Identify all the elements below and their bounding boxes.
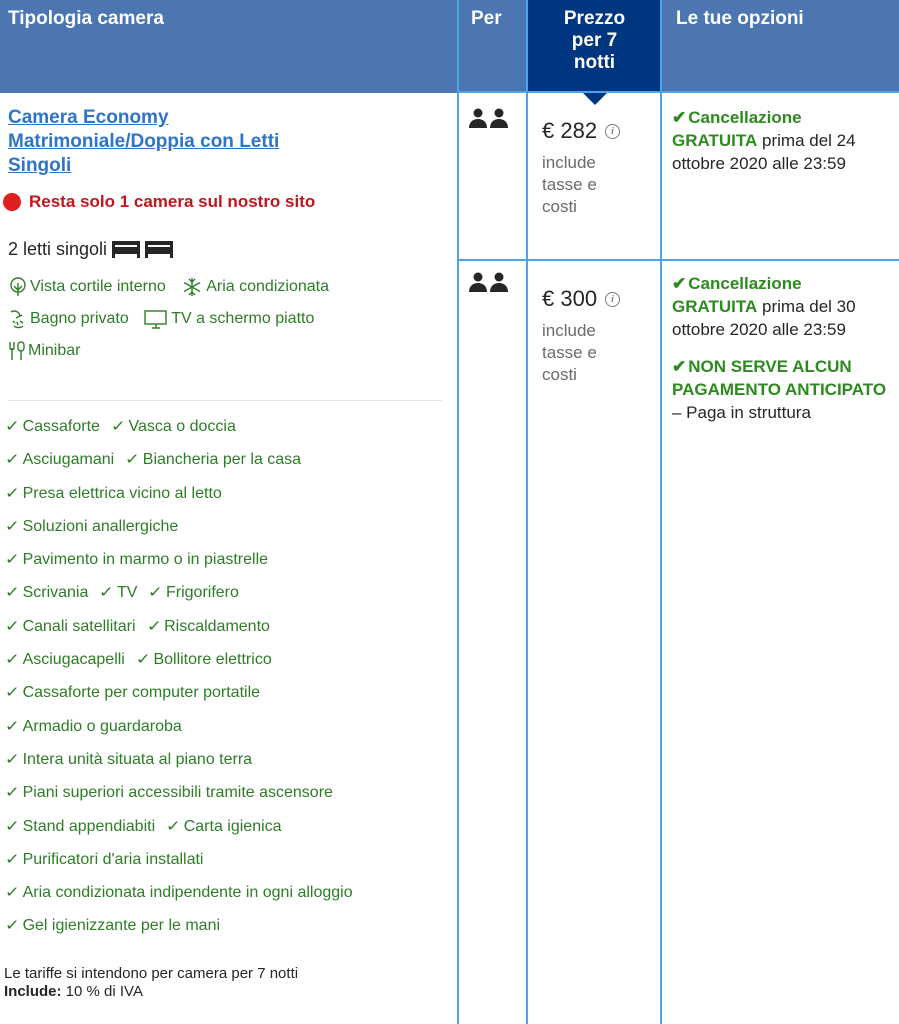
amenity-row [6, 876, 456, 909]
facility-label: Vista cortile interno [30, 278, 166, 295]
amenity-item: ✓ Stand appendiabiti [6, 818, 155, 835]
shower-icon [8, 309, 28, 329]
info-icon[interactable]: i [605, 292, 620, 307]
amenity-row [6, 643, 456, 676]
facility-item [143, 306, 314, 332]
facility-label: TV a schermo piatto [171, 310, 315, 327]
amenity-row [6, 743, 456, 776]
header-options: Le tue opzioni [676, 8, 804, 29]
red-dot-icon [3, 193, 21, 211]
cancellation-title: Cancellazione [688, 108, 802, 127]
tree-icon [8, 277, 28, 297]
rate-price-2 [542, 286, 660, 386]
facility-item [8, 306, 129, 332]
amenity-item: ✓ Carta igienica [167, 818, 281, 835]
row-divider [457, 91, 899, 93]
room-name-line: Singoli [8, 155, 72, 176]
header-per: Per [471, 8, 502, 29]
amenity-item: ✓ Scrivania [6, 584, 88, 601]
price-note [542, 320, 660, 386]
scarcity-notice [8, 192, 448, 212]
amenity-row [6, 776, 456, 809]
snowflake-icon [180, 277, 204, 297]
cancellation-policy [672, 272, 898, 341]
occupancy-2-adults [468, 272, 512, 292]
rate-options-2 [672, 272, 898, 424]
amenity-row [6, 543, 456, 576]
amenity-row [6, 477, 456, 510]
row-divider [459, 259, 899, 261]
column-divider [526, 0, 528, 1024]
header-price-line: per 7 [571, 30, 618, 51]
cancellation-title: Cancellazione [688, 274, 802, 293]
price-line [542, 286, 660, 312]
tariff-include-value: 10 % di IVA [61, 983, 143, 1000]
prepayment-note: – Paga in struttura [672, 403, 811, 422]
amenity-item: ✓ Intera unità situata al piano terra [6, 751, 252, 768]
price-note [542, 152, 660, 218]
amenity-item: ✓ Soluzioni anallergiche [6, 518, 178, 535]
amenity-row [6, 443, 456, 476]
facility-label: Minibar [28, 342, 81, 359]
facility-label: Aria condizionata [206, 278, 329, 295]
amenity-item: ✓ Canali satellitari [6, 618, 136, 635]
occupancy-2-adults [468, 108, 512, 128]
tariff-note [4, 965, 298, 1001]
tariff-line [4, 983, 298, 1001]
amenity-item: ✓ Asciugamani [6, 451, 114, 468]
cancellation-deadline: prima del 24 ottobre 2020 alle 23:59 [672, 131, 856, 173]
amenity-row [6, 843, 456, 876]
facility-label: Bagno privato [30, 310, 129, 327]
amenity-item: ✓ Cassaforte [6, 418, 100, 435]
price-value: € 300 [542, 286, 598, 311]
two-persons-icon [468, 272, 512, 292]
price-line [542, 118, 660, 144]
price-note-line: tasse e [542, 343, 597, 362]
cancellation-deadline: prima del 30 ottobre 2020 alle 23:59 [672, 297, 856, 339]
amenity-item: ✓ Purificatori d'aria installati [6, 851, 203, 868]
tv-icon [143, 309, 169, 329]
price-note-line: costi [542, 197, 577, 216]
checkmark-icon: ✔ [672, 274, 687, 293]
info-icon[interactable]: i [605, 124, 620, 139]
facility-item [180, 274, 329, 300]
price-note-line: costi [542, 365, 577, 384]
header-price-line: notti [573, 52, 616, 73]
two-persons-icon [468, 108, 512, 128]
amenity-item: ✓ Pavimento in marmo o in piastrelle [6, 551, 268, 568]
header-bottom [0, 91, 457, 93]
amenity-item: ✓ Gel igienizzante per le mani [6, 917, 220, 934]
room-name-line: Matrimoniale/Doppia con Letti [8, 131, 280, 152]
amenity-row [6, 576, 456, 609]
amenity-item: ✓ Asciugacapelli [6, 651, 125, 668]
amenities-list [6, 410, 456, 943]
amenity-row [6, 909, 456, 942]
amenity-row [6, 610, 456, 643]
facilities [8, 274, 448, 370]
amenity-item: ✓ Armadio o guardaroba [6, 718, 182, 735]
amenity-item: ✓ Aria condizionata indipendente in ogni alloggio [6, 884, 353, 901]
scarcity-text: Resta solo 1 camera sul nostro sito [29, 192, 316, 211]
amenity-item: ✓ TV [100, 584, 137, 601]
amenity-item: ✓ Vasca o doccia [112, 418, 236, 435]
cancellation-policy [672, 106, 898, 175]
amenity-row [6, 510, 456, 543]
header-price [528, 0, 661, 92]
cutlery-icon [8, 341, 26, 361]
amenity-item: ✓ Cassaforte per computer portatile [6, 684, 260, 701]
room-name-link[interactable] [8, 106, 448, 178]
price-value: € 282 [542, 118, 598, 143]
rate-price-1 [542, 118, 660, 218]
amenity-row [6, 810, 456, 843]
facility-item [8, 274, 166, 300]
single-beds-icon [111, 238, 175, 260]
prepayment-policy [672, 355, 898, 424]
bed-info [8, 238, 448, 260]
amenity-item: ✓ Biancheria per la casa [126, 451, 301, 468]
header-room-type: Tipologia camera [8, 8, 164, 29]
cancellation-free: GRATUITA [672, 297, 758, 316]
amenity-item: ✓ Bollitore elettrico [137, 651, 272, 668]
amenity-row [6, 410, 456, 443]
prepayment-title: NON SERVE ALCUN PAGAMENTO ANTICIPATO [672, 357, 887, 399]
amenity-item: ✓ Riscaldamento [148, 618, 270, 635]
bed-text: 2 letti singoli [8, 238, 108, 259]
tariff-line: Le tariffe si intendono per camera per 7 notti [4, 965, 299, 982]
column-divider [660, 0, 662, 1024]
amenity-item: ✓ Presa elettrica vicino al letto [6, 485, 222, 502]
cancellation-free: GRATUITA [672, 131, 758, 150]
tariff-include-label: Include: [4, 983, 62, 1000]
amenity-item: ✓ Piani superiori accessibili tramite ascensore [6, 784, 333, 801]
amenity-item: ✓ Frigorifero [149, 584, 238, 601]
column-divider [457, 0, 459, 1024]
facility-item [8, 338, 80, 364]
amenity-row [6, 710, 456, 743]
header-price-line: Prezzo [563, 8, 626, 29]
amenity-row [6, 676, 456, 709]
checkmark-icon: ✔ [672, 108, 687, 127]
checkmark-icon: ✔ [672, 357, 687, 376]
room-name-line: Camera Economy [8, 107, 169, 128]
room-info [8, 106, 448, 370]
price-note-line: include [542, 321, 596, 340]
rate-options-1 [672, 106, 898, 175]
amenities-divider [8, 400, 442, 401]
price-note-line: include [542, 153, 596, 172]
price-note-line: tasse e [542, 175, 597, 194]
